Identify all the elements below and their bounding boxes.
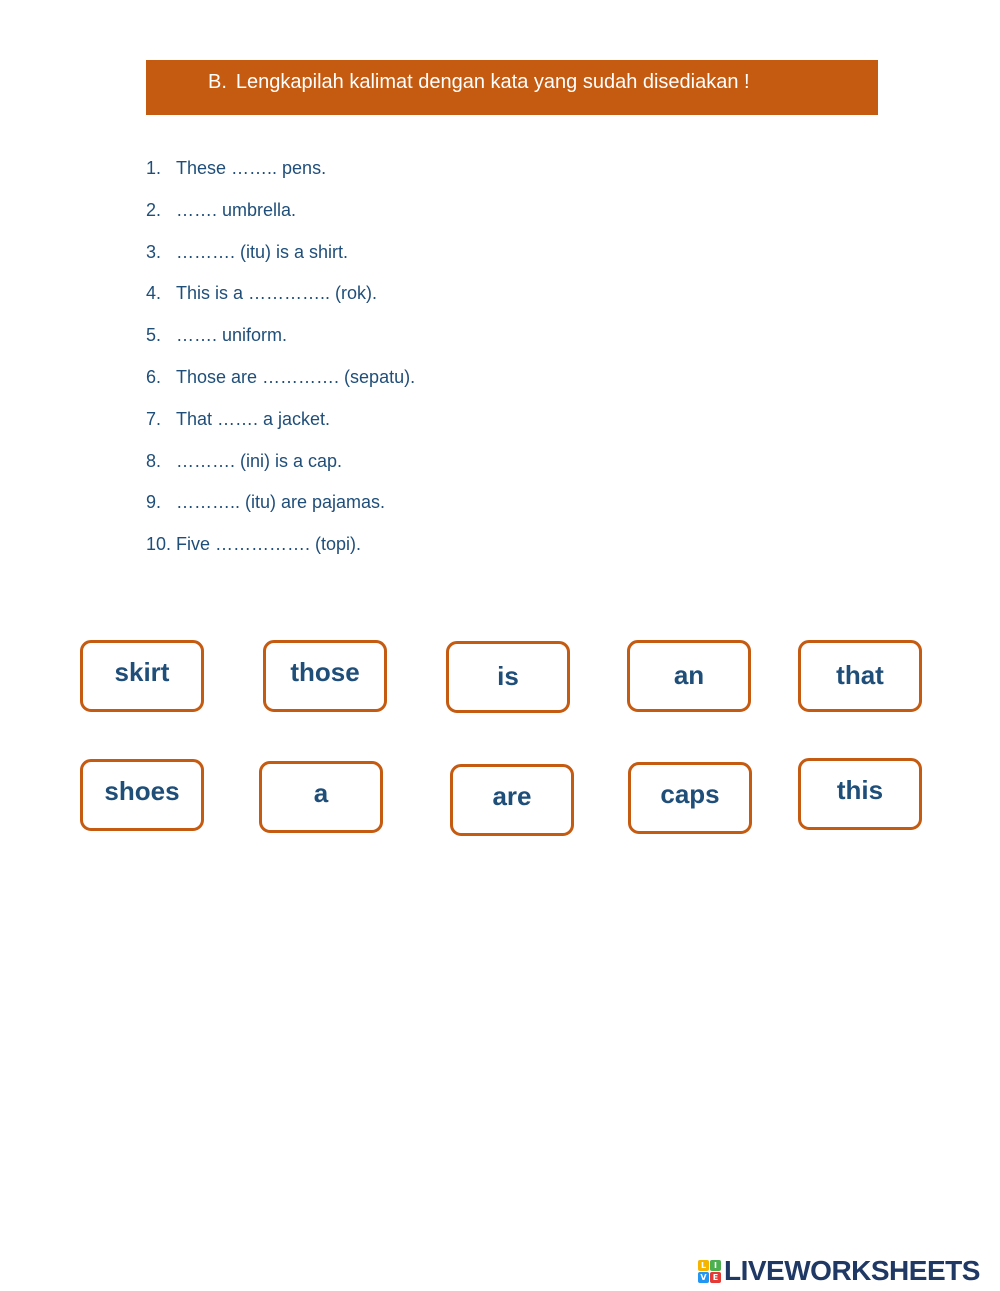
- question-number: 5.: [146, 325, 162, 346]
- question-number: 3.: [146, 241, 162, 262]
- word-card-are[interactable]: are: [450, 764, 574, 836]
- logo-mark-tile: V: [698, 1272, 709, 1283]
- logo-mark-tile: E: [710, 1272, 721, 1283]
- question-item: [146, 236, 415, 278]
- question-text: This is a ………….. (rok).: [176, 283, 378, 304]
- question-item: [146, 403, 415, 445]
- question-text: ………. (itu) is a shirt.: [176, 241, 349, 262]
- question-item: [146, 486, 415, 528]
- logo-text: LIVEWORKSHEETS: [724, 1255, 980, 1286]
- word-card-caps[interactable]: caps: [628, 762, 752, 834]
- question-item: [146, 361, 415, 403]
- question-number: 1.: [146, 158, 162, 178]
- question-number: 2.: [146, 199, 162, 220]
- logo-mark-icon: [698, 1260, 721, 1283]
- word-card-shoes[interactable]: shoes: [80, 759, 204, 831]
- word-card-skirt[interactable]: skirt: [80, 640, 204, 712]
- instruction-banner: [146, 60, 878, 115]
- question-text: Five ……………. (topi).: [176, 534, 362, 555]
- question-text: ………. (ini) is a cap.: [176, 450, 343, 471]
- question-number: 7.: [146, 408, 162, 429]
- section-letter: B.: [208, 71, 227, 93]
- question-number: 8.: [146, 450, 162, 471]
- question-text: That ……. a jacket.: [176, 408, 331, 429]
- word-card-is[interactable]: is: [446, 641, 570, 713]
- question-item: [146, 194, 415, 236]
- question-item: [146, 152, 415, 194]
- word-card-a[interactable]: a: [259, 761, 383, 833]
- question-item: [146, 319, 415, 361]
- logo-mark-tile: I: [710, 1260, 721, 1271]
- instruction-text: Lengkapilah kalimat dengan kata yang sudah disediakan !: [235, 71, 750, 93]
- word-card-that[interactable]: that: [798, 640, 922, 712]
- question-text: ……….. (itu) are pajamas.: [176, 492, 386, 513]
- question-list: [146, 152, 415, 570]
- question-text: ……. uniform.: [176, 325, 288, 346]
- logo-mark-tile: L: [698, 1260, 709, 1271]
- word-card-an[interactable]: an: [627, 640, 751, 712]
- question-number: 10.: [146, 534, 172, 555]
- question-text: Those are …………. (sepatu).: [176, 366, 416, 387]
- question-number: 9.: [146, 492, 162, 513]
- liveworksheets-logo: [698, 1256, 980, 1286]
- word-card-those[interactable]: those: [263, 640, 387, 712]
- question-item: [146, 528, 415, 570]
- question-text: These …….. pens.: [176, 158, 327, 178]
- question-item: [146, 445, 415, 487]
- word-card-this[interactable]: this: [798, 758, 922, 830]
- question-item: [146, 277, 415, 319]
- question-number: 6.: [146, 366, 162, 387]
- question-number: 4.: [146, 283, 162, 304]
- question-text: ……. umbrella.: [176, 199, 297, 220]
